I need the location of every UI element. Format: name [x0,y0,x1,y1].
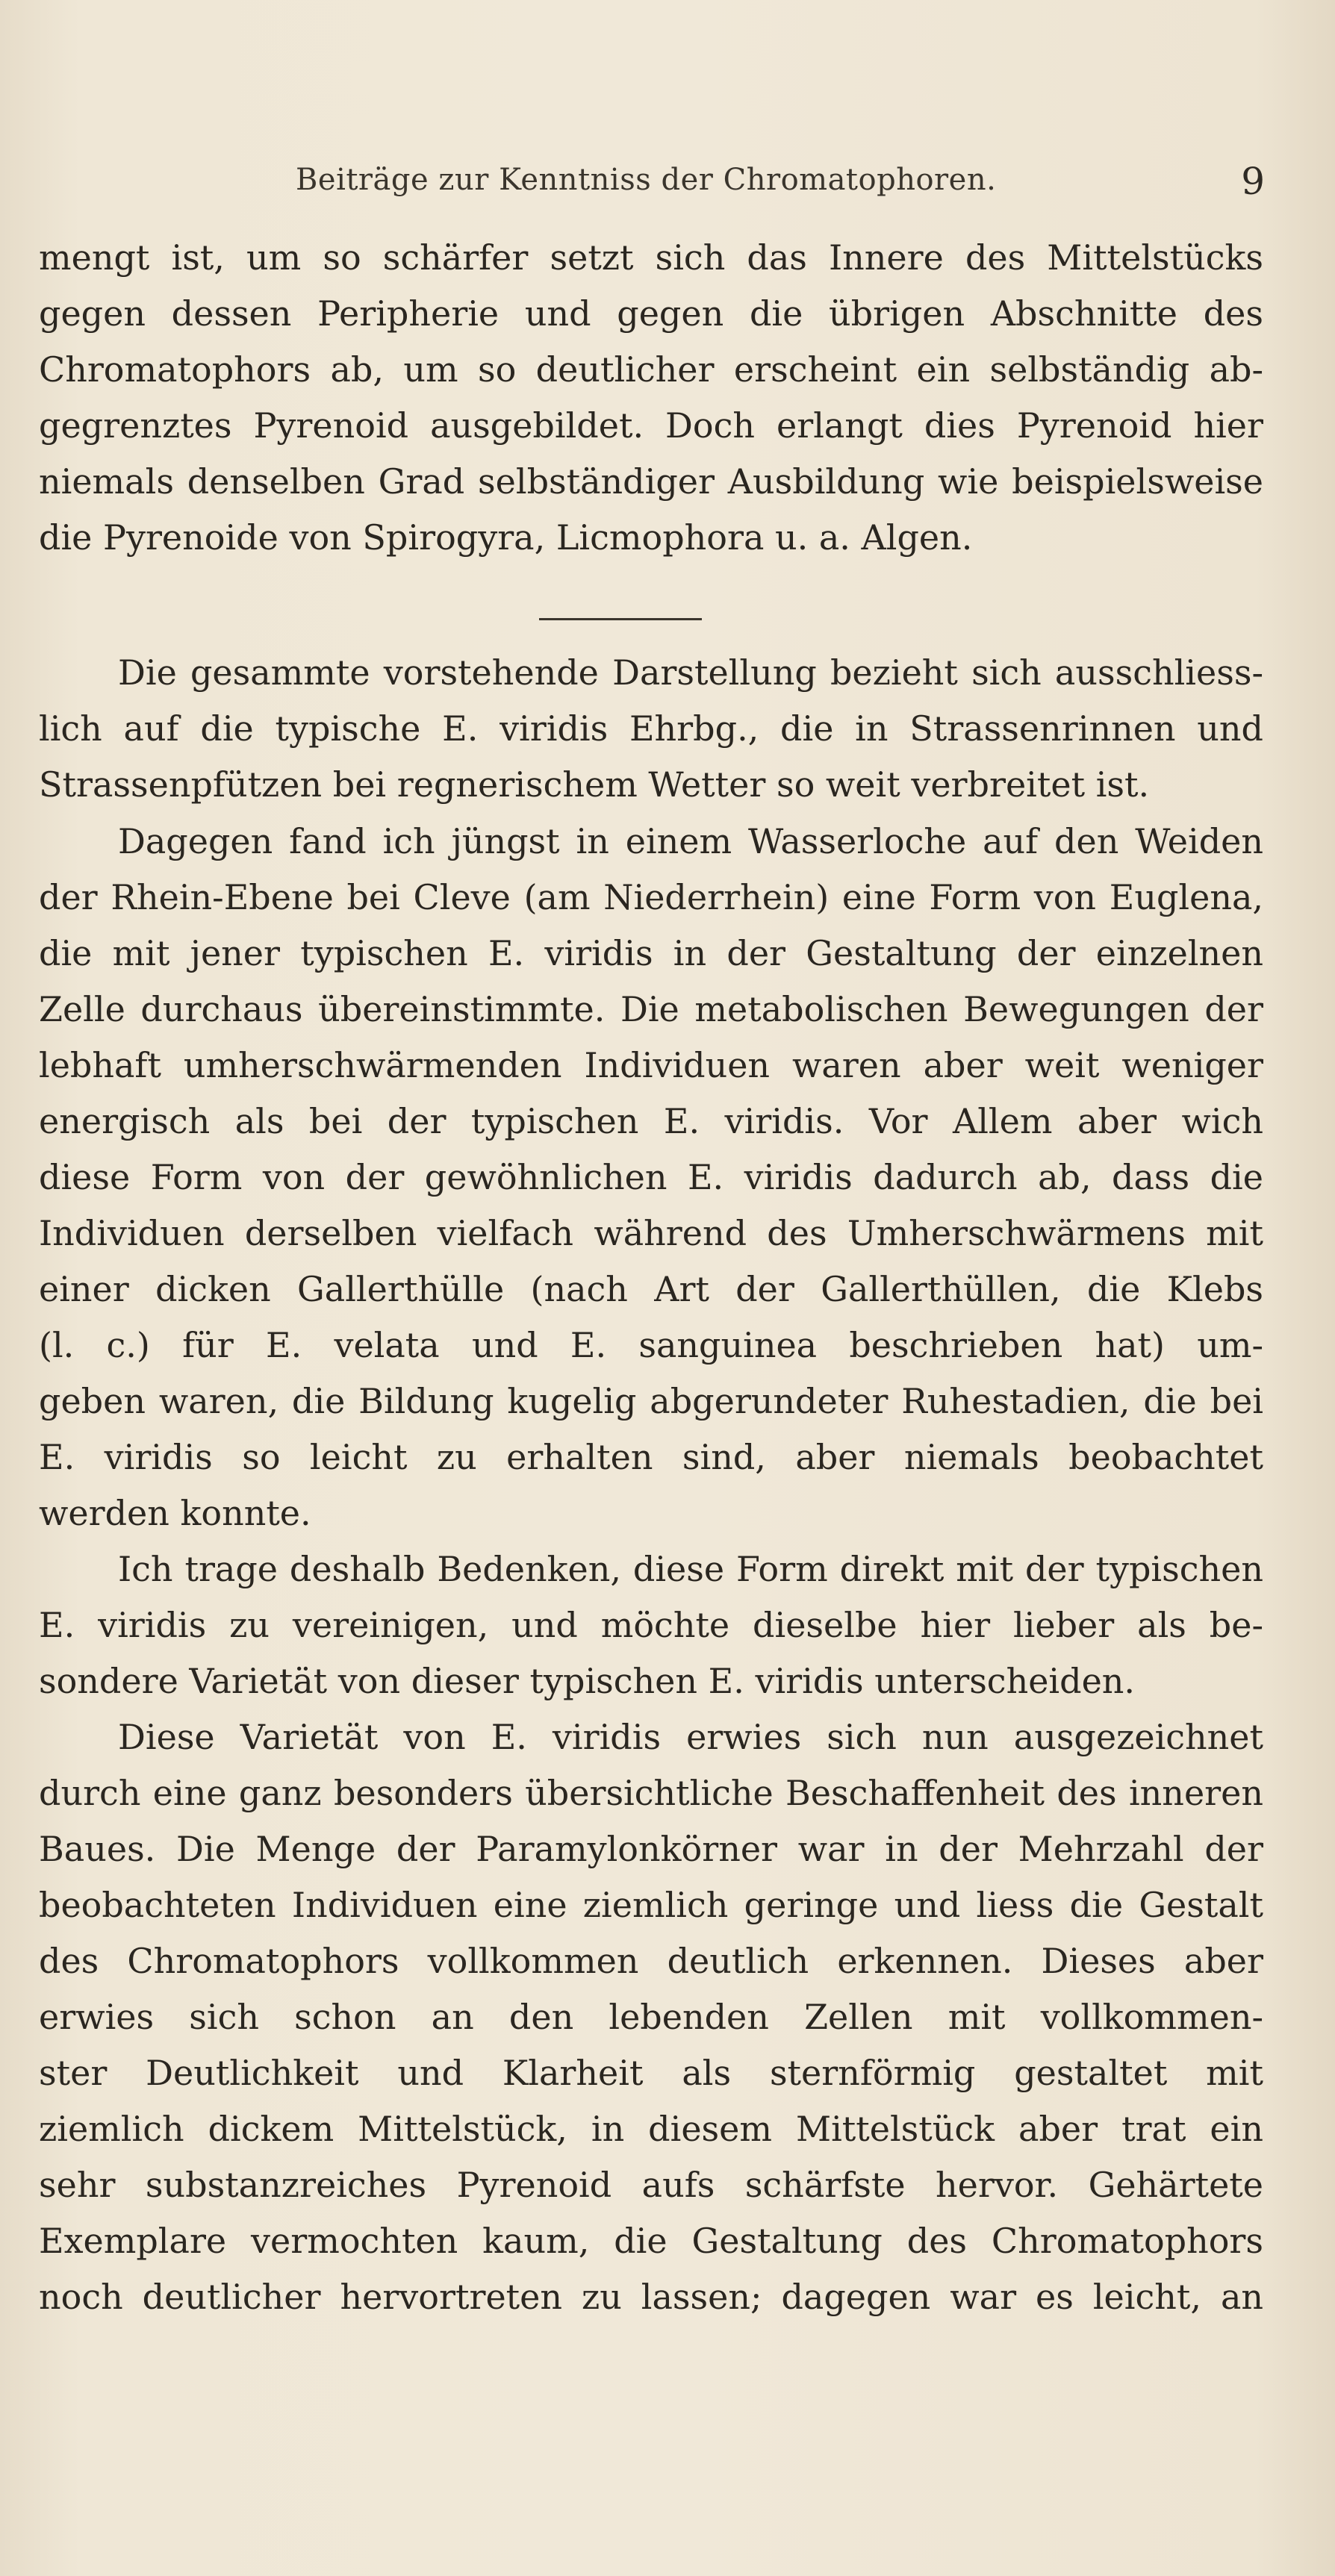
text-line: durch eine ganz besonders übersichtliche Beschaffenheit des inneren [39,1773,1263,1813]
text-line: ziemlich dickem Mittelstück, in diesem Mittelstück aber trat ein [39,2109,1263,2149]
text-line: Exemplare vermochten kaum, die Gestaltung des Chromatophors [39,2221,1263,2261]
text-line: gegen dessen Peripherie und gegen die übrigen Abschnitte des [39,293,1263,334]
text-line: noch deutlicher hervortreten zu lassen; dagegen war es leicht, an [39,2277,1263,2317]
text-line: Die gesammte vorstehende Darstellung bezieht sich ausschliess- [118,652,1263,693]
text-line: energisch als bei der typischen E. viridis. Vor Allem aber wich [39,1101,1263,1141]
text-line: beobachteten Individuen eine ziemlich geringe und liess die Gestalt [39,1885,1263,1925]
text-line: (l. c.) für E. velata und E. sanguinea beschrieben hat) um- [39,1325,1263,1365]
text-line: lich auf die typische E. viridis Ehrbg., die in Strassenrinnen und [39,708,1263,749]
text-line: Dagegen fand ich jüngst in einem Wasserloche auf den Weiden [118,821,1263,861]
paragraph-5 [39,1709,1263,2325]
text-line: diese Form von der gewöhnlichen E. viridis dadurch ab, dass die [39,1157,1263,1197]
text-line: ster Deutlichkeit und Klarheit als sternförmig gestaltet mit [39,2053,1263,2093]
text-line: Strassenpfützen bei regnerischem Wetter so weit verbreitet ist. [39,764,1150,805]
text-line: sehr substanzreiches Pyrenoid aufs schärfste hervor. Gehärtete [39,2165,1263,2205]
page-header [296,160,1274,208]
text-line: die Pyrenoide von Spirogyra, Licmophora u. a. Algen. [39,517,973,558]
text-line: des Chromatophors vollkommen deutlich erkennen. Dieses aber [39,1941,1263,1981]
paragraph-2 [39,645,1263,813]
text-line: erwies sich schon an den lebenden Zellen mit vollkommen- [39,1997,1263,2037]
text-line: Individuen derselben vielfach während des Umherschwärmens mit [39,1213,1263,1253]
paragraph-1 [39,230,1263,566]
paragraph-3 [39,814,1263,1541]
text-line: Diese Varietät von E. viridis erwies sich nun ausgezeichnet [118,1717,1263,1757]
text-line: werden konnte. [39,1493,311,1533]
text-line: Ich trage deshalb Bedenken, diese Form direkt mit der typischen [118,1549,1263,1589]
paragraph-4 [39,1541,1263,1709]
section-divider [539,618,702,620]
text-line: E. viridis so leicht zu erhalten sind, aber niemals beobachtet [39,1437,1263,1477]
running-title: Beiträge zur Kenntniss der Chromatophoren. [296,163,997,197]
text-line: lebhaft umherschwärmenden Individuen waren aber weit weniger [39,1045,1263,1085]
text-line: Baues. Die Menge der Paramylonkörner war in der Mehrzahl der [39,1829,1263,1869]
text-line: Chromatophors ab, um so deutlicher erscheint ein selbständig ab- [39,349,1263,390]
text-line: niemals denselben Grad selbständiger Ausbildung wie beispielsweise [39,461,1263,502]
text-line: sondere Varietät von dieser typischen E. viridis unterscheiden. [39,1661,1136,1701]
text-line: einer dicken Gallerthülle (nach Art der Gallerthüllen, die Klebs [39,1269,1263,1309]
text-line: geben waren, die Bildung kugelig abgerundeter Ruhestadien, die bei [39,1381,1263,1421]
text-line: mengt ist, um so schärfer setzt sich das Innere des Mittelstücks [39,237,1263,278]
text-line: E. viridis zu vereinigen, und möchte dieselbe hier lieber als be- [39,1605,1263,1645]
text-line: gegrenztes Pyrenoid ausgebildet. Doch erlangt dies Pyrenoid hier [39,405,1263,446]
text-line: Zelle durchaus übereinstimmte. Die metabolischen Bewegungen der [39,989,1263,1029]
page-number: 9 [1241,160,1265,203]
text-line: die mit jener typischen E. viridis in der Gestaltung der einzelnen [39,933,1263,973]
text-line: der Rhein-Ebene bei Cleve (am Niederrhein) eine Form von Euglena, [39,877,1263,917]
